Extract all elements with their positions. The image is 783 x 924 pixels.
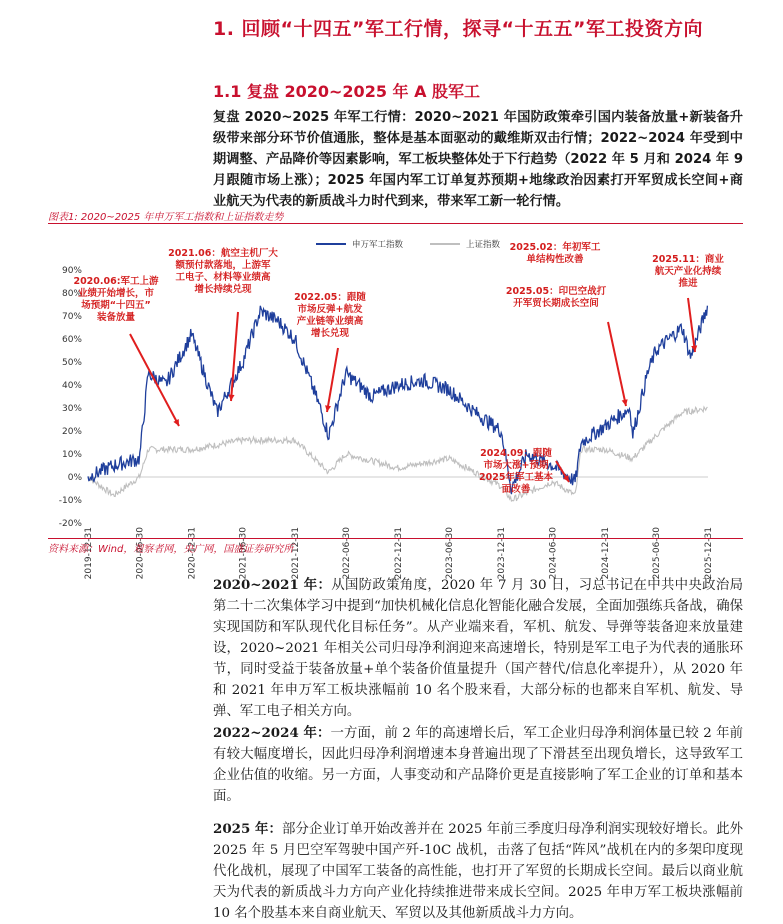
annotation-text: 增长兑现 bbox=[310, 328, 350, 339]
figure-top-rule bbox=[48, 223, 743, 224]
y-tick-label: 20% bbox=[61, 427, 82, 437]
x-tick-label: 2022-12-31 bbox=[394, 527, 404, 580]
x-tick-label: 2019-12-31 bbox=[84, 527, 94, 580]
annotation-text: 2025.11：商业 bbox=[652, 254, 724, 265]
figure-bottom-rule bbox=[48, 538, 743, 539]
annotation-text: 2025年军工基本 bbox=[479, 472, 553, 483]
annotation bbox=[168, 247, 278, 401]
x-tick-label: 2020-06-30 bbox=[135, 527, 146, 580]
annotation bbox=[510, 241, 601, 265]
intro-paragraph: 复盘 2020~2025 年军工行情：2020~2021 年国防政策牵引国内装备放量+新装备升级带来部分环节价值通胀，整体是基本面驱动的戴维斯双击行情；2022~2024 年受到中期调整、产品降价等因素影响，军工板块整体处于下行趋势（2022 年 5 月和 2024 年 9 月跟随市场上涨）；2025 年国内军工订单复苏预期+地缘政治因素打开军贸成长空间+商业航天为代表的新质战斗力时代到来，带来军工新一轮行情。 bbox=[213, 110, 743, 209]
annotation-text: 市场反弹+航发 bbox=[297, 304, 363, 315]
section-label: 2020~2021 年： bbox=[213, 577, 332, 593]
annotation-text: 额预付款落地，上游军 bbox=[175, 260, 271, 271]
annotation-arrow bbox=[130, 334, 179, 426]
y-tick-label: 30% bbox=[61, 404, 82, 414]
annotation-text: 2020.06:军工上游 bbox=[73, 276, 159, 287]
annotation-text: 推进 bbox=[678, 278, 698, 289]
annotation-arrow bbox=[688, 298, 695, 352]
annotation bbox=[73, 275, 179, 426]
annotation-text: 增长持续兑现 bbox=[194, 284, 252, 295]
section-2022-2024 bbox=[213, 723, 743, 807]
annotation-arrowhead bbox=[228, 394, 234, 401]
annotation-text: 2022.05：跟随 bbox=[294, 292, 366, 303]
section-label: 2025 年： bbox=[213, 821, 283, 837]
annotation-text: 装备放量 bbox=[96, 312, 136, 323]
section-2025 bbox=[213, 819, 743, 924]
x-tick-label: 2024-06-30 bbox=[548, 527, 559, 580]
y-tick-label: 80% bbox=[61, 289, 82, 299]
annotation-text: 单结构性改善 bbox=[526, 254, 584, 265]
legend-label: 上证指数 bbox=[466, 240, 501, 250]
section-text: 部分企业订单开始改善并在 2025 年前三季度归母净利润实现较好增长。此外 2025 年 5 月巴空军驾驶中国产歼-10C 战机，击落了包括“阵风”战机在内的多架印度现代化战机，展现了中国军工装备的高性能，也打开了军贸的长期成长空间。最后以商业航天为代表的新质战斗力方向产业化持续推进带来成长空间。2025 年申万军工板块涨幅前 10 名个股基本来自商业航天、军贸以及其他新质战斗力方向。 bbox=[213, 822, 744, 921]
annotation-text: 2024.09：跟随 bbox=[480, 448, 552, 459]
annotation bbox=[652, 253, 724, 352]
x-tick-label: 2021-12-31 bbox=[290, 527, 301, 580]
annotation-arrow bbox=[231, 312, 238, 401]
annotation-text: 2025.02：年初军工 bbox=[509, 242, 601, 253]
y-tick-label: 50% bbox=[61, 358, 82, 368]
x-tick-label: 2022-06-30 bbox=[341, 527, 352, 580]
y-tick-label: -20% bbox=[58, 519, 82, 529]
x-tick-label: 2023-12-31 bbox=[497, 527, 508, 580]
section-text: 从国防政策角度，2020 年 7 月 30 日，习总书记在中共中央政治局第二十二次集体学习中提到“加快机械化信息化智能化融合发展，全面加强练兵备战，确保实现国防和军队现代化目标任务”。从产业端来看，军机、航发、导弹等装备迎来放量建设，2020~2021 年相关公司归母净利润迎来高速增长，特别是军工电子为代表的通胀环节，同时受益于装备放量+单个装备价值量提升（国产替代/信息化率提升），从 2020 年和 2021 年申万军工板块涨幅前 10 名个股来看，大部分标的也都来自军机、航发、导弹、军工电子相关方向。 bbox=[213, 578, 743, 719]
y-tick-label: 60% bbox=[61, 335, 82, 345]
annotation-text: 航天产业化持续 bbox=[654, 266, 722, 277]
annotation-text: 产业链等业绩高 bbox=[296, 316, 364, 327]
section-heading-1-1: 1.1 复盘 2020~2025 年 A 股军工 bbox=[213, 82, 481, 101]
y-tick-label: -10% bbox=[58, 496, 82, 506]
x-tick-label: 2023-06-30 bbox=[445, 527, 456, 580]
figure-source: 资料来源：Wind，观察者网，央广网，国盛证券研究所 bbox=[48, 544, 294, 555]
annotation-arrow bbox=[608, 322, 626, 406]
x-tick-label: 2020-12-31 bbox=[187, 527, 198, 580]
annotation-arrow bbox=[327, 348, 338, 412]
section-text: 一方面，前 2 年的高速增长后，军工企业归母净利润体量已较 2 年前有较大幅度增长，因此归母净利润增速本身普遍出现了下滑甚至出现负增长，这导致军工企业估值的收缩。另一方面，人事变动和产品降价更是直接影响了军工企业的订单和基本面。 bbox=[213, 726, 743, 804]
legend-label: 申万军工指数 bbox=[352, 240, 404, 250]
annotation-text: 工电子、材料等业绩高 bbox=[175, 272, 271, 283]
section-2020-2021 bbox=[213, 575, 743, 722]
annotation-text: 2025.05：印巴空战打 bbox=[505, 286, 607, 297]
annotation-text: 开军贸长期成长空间 bbox=[513, 298, 599, 309]
annotation-text: 市场大涨+预期 bbox=[483, 460, 549, 471]
x-tick-label: 2025-06-30 bbox=[651, 527, 662, 580]
annotation-text: 2021.06：航空主机厂大 bbox=[168, 248, 278, 259]
annotation bbox=[479, 447, 569, 495]
y-tick-label: 10% bbox=[61, 450, 82, 460]
y-tick-label: 0% bbox=[67, 473, 82, 483]
section-heading-1: 1. 回顾“十四五”军工行情，探寻“十五五”军工投资方向 bbox=[213, 18, 704, 40]
x-tick-label: 2024-12-31 bbox=[600, 527, 611, 580]
annotation bbox=[294, 291, 366, 412]
annotation bbox=[506, 285, 628, 406]
y-tick-label: 40% bbox=[61, 381, 82, 391]
y-tick-label: 70% bbox=[61, 312, 82, 322]
x-tick-label: 2025-12-31 bbox=[704, 527, 714, 580]
x-tick-label: 2021-06-30 bbox=[238, 527, 249, 580]
figure-title: 图表1: 2020~2025 年申万军工指数和上证指数走势 bbox=[48, 212, 284, 223]
y-tick-label: 90% bbox=[61, 266, 82, 276]
annotation-text: 业绩开始增长，市 bbox=[77, 288, 155, 299]
section-label: 2022~2024 年： bbox=[213, 725, 331, 741]
annotation-text: 场预期“十四五” bbox=[81, 300, 151, 311]
annotation-text: 面改善 bbox=[501, 484, 531, 495]
